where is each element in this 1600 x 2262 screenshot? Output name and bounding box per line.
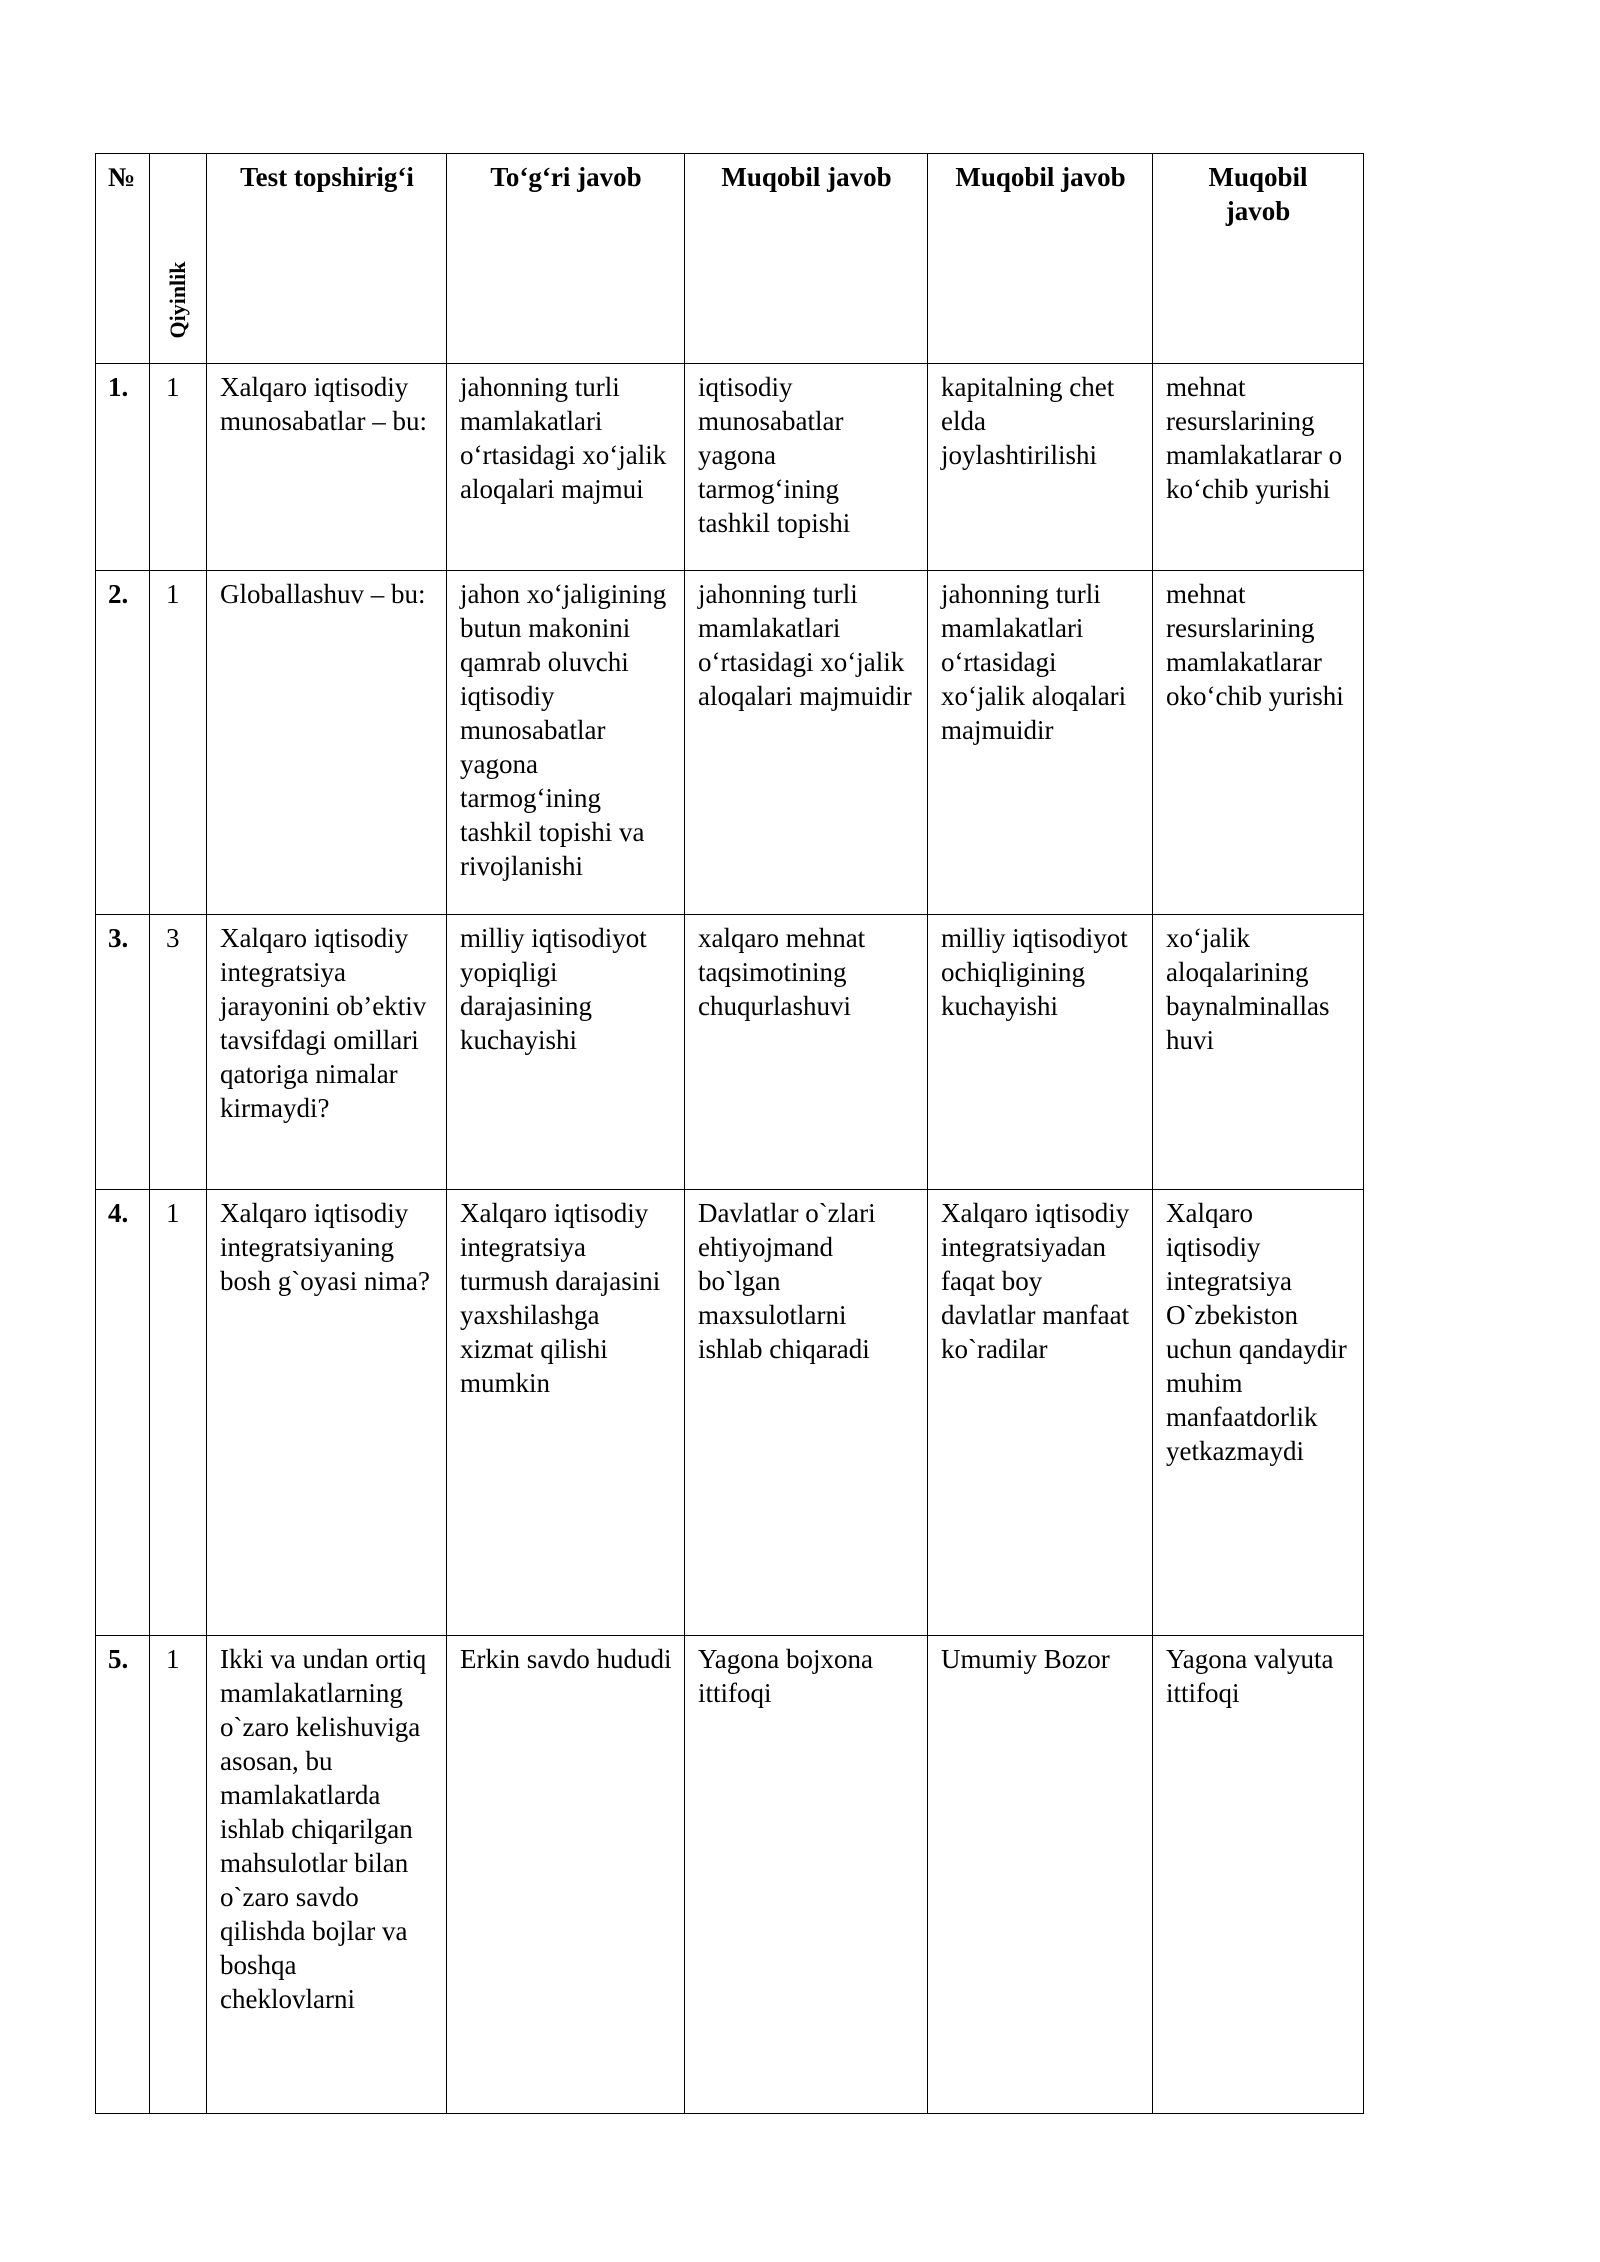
header-task: Test topshirig‘i — [207, 154, 447, 364]
row-task: Xalqaro iqtisodiy integratsiyaning bosh g`oyasi nima? — [207, 1190, 447, 1636]
row-number: 1. — [96, 364, 150, 571]
row-alternative-answer-3: Yagona valyuta ittifoqi — [1153, 1636, 1364, 2114]
row-alternative-answer-2: kapitalning chet elda joylashtirilishi — [928, 364, 1153, 571]
row-correct-answer: jahon xo‘jaligining butun makonini qamrab oluvchi iqtisodiy munosabatlar yagona tarmog‘ining tashkil topishi va rivojlanishi — [447, 571, 685, 915]
row-task: Xalqaro iqtisodiy munosabatlar – bu: — [207, 364, 447, 571]
table-row — [96, 1636, 1364, 2114]
row-alternative-answer-3: mehnat resurslarining mamlakatlarar o ko‘chib yurishi — [1153, 364, 1364, 571]
header-number: № — [96, 154, 150, 364]
header-row — [96, 154, 1364, 364]
row-difficulty: 1 — [150, 571, 207, 915]
header-correct-answer: To‘g‘ri javob — [447, 154, 685, 364]
header-alternative-answer-1: Muqobil javob — [685, 154, 928, 364]
row-alternative-answer-2: Umumiy Bozor — [928, 1636, 1153, 2114]
row-task: Ikki va undan ortiq mamlakatlarning o`zaro kelishuviga asosan, bu mamlakatlarda ishlab chiqarilgan mahsulotlar bilan o`zaro savdo qilishda bojlar va boshqa cheklovlarni — [207, 1636, 447, 2114]
row-alternative-answer-1: iqtisodiy munosabatlar yagona tarmog‘ining tashkil topishi — [685, 364, 928, 571]
test-table — [95, 153, 1364, 2114]
row-number: 3. — [96, 915, 150, 1190]
row-alternative-answer-2: Xalqaro iqtisodiy integratsiyadan faqat boy davlatlar manfaat ko`radilar — [928, 1190, 1153, 1636]
row-alternative-answer-2: jahonning turli mamlakatlari o‘rtasidagi xo‘jalik aloqalari majmuidir — [928, 571, 1153, 915]
row-alternative-answer-3: xo‘jalik aloqalarining baynalminallas huvi — [1153, 915, 1364, 1190]
row-number: 2. — [96, 571, 150, 915]
row-number: 5. — [96, 1636, 150, 2114]
table-row — [96, 571, 1364, 915]
row-alternative-answer-2: milliy iqtisodiyot ochiqligining kuchayishi — [928, 915, 1153, 1190]
table-row — [96, 1190, 1364, 1636]
row-correct-answer: milliy iqtisodiyot yopiqligi darajasining kuchayishi — [447, 915, 685, 1190]
row-task: Globallashuv – bu: — [207, 571, 447, 915]
header-difficulty — [150, 154, 207, 364]
row-difficulty: 1 — [150, 1636, 207, 2114]
row-correct-answer: Erkin savdo hududi — [447, 1636, 685, 2114]
header-alternative-answer-3: Muqobil javob — [1153, 154, 1364, 364]
table-row — [96, 915, 1364, 1190]
row-alternative-answer-1: jahonning turli mamlakatlari o‘rtasidagi xo‘jalik aloqalari majmuidir — [685, 571, 928, 915]
row-number: 4. — [96, 1190, 150, 1636]
table-row — [96, 364, 1364, 571]
row-alternative-answer-1: xalqaro mehnat taqsimotining chuqurlashuvi — [685, 915, 928, 1190]
row-difficulty: 3 — [150, 915, 207, 1190]
header-alternative-answer-2: Muqobil javob — [928, 154, 1153, 364]
row-difficulty: 1 — [150, 364, 207, 571]
row-alternative-answer-3: mehnat resurslarining mamlakatlarar oko‘chib yurishi — [1153, 571, 1364, 915]
row-alternative-answer-1: Yagona bojxona ittifoqi — [685, 1636, 928, 2114]
row-task: Xalqaro iqtisodiy integratsiya jarayonini ob’ektiv tavsifdagi omillari qatoriga nimalar kirmaydi? — [207, 915, 447, 1190]
row-difficulty: 1 — [150, 1190, 207, 1636]
row-alternative-answer-1: Davlatlar o`zlari ehtiyojmand bo`lgan maxsulotlarni ishlab chiqaradi — [685, 1190, 928, 1636]
row-correct-answer: Xalqaro iqtisodiy integratsiya turmush darajasini yaxshilashga xizmat qilishi mumkin — [447, 1190, 685, 1636]
row-alternative-answer-3: Xalqaro iqtisodiy integratsiya O`zbekiston uchun qandaydir muhim manfaatdorlik yetkazmaydi — [1153, 1190, 1364, 1636]
row-correct-answer: jahonning turli mamlakatlari o‘rtasidagi xo‘jalik aloqalari majmui — [447, 364, 685, 571]
header-difficulty-label: Qiyinlik — [165, 261, 190, 339]
